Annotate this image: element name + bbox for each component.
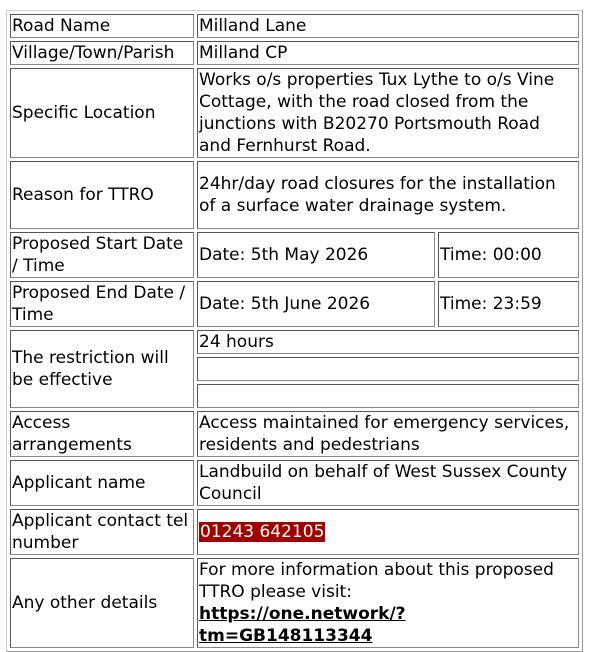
contact-cell bbox=[197, 509, 579, 555]
table-row bbox=[10, 14, 579, 38]
applicant-label: Applicant name bbox=[10, 460, 194, 506]
table-row bbox=[10, 68, 579, 158]
restriction-label: The restriction will be effective bbox=[10, 330, 194, 408]
village-value: Milland CP bbox=[197, 41, 579, 65]
restriction-blank-2 bbox=[197, 384, 579, 408]
start-label: Proposed Start Date / Time bbox=[10, 232, 194, 278]
contact-phone[interactable]: 01243 642105 bbox=[200, 522, 325, 542]
restriction-value: 24 hours bbox=[197, 330, 579, 354]
table-row bbox=[10, 232, 579, 278]
other-value: For more information about this proposed TTRO please visit: bbox=[199, 560, 554, 602]
table-row bbox=[10, 281, 579, 327]
start-time: Time: 00:00 bbox=[438, 232, 579, 278]
table-row bbox=[10, 161, 579, 229]
reason-label: Reason for TTRO bbox=[10, 161, 194, 229]
contact-label: Applicant contact tel number bbox=[10, 509, 194, 555]
access-value: Access maintained for emergency services, residents and pedestrians bbox=[197, 411, 579, 457]
table-row bbox=[10, 558, 579, 648]
table-row bbox=[10, 509, 579, 555]
end-time: Time: 23:59 bbox=[438, 281, 579, 327]
applicant-value: Landbuild on behalf of West Sussex County Council bbox=[197, 460, 579, 506]
road-name-value: Milland Lane bbox=[197, 14, 579, 38]
road-name-label: Road Name bbox=[10, 14, 194, 38]
village-label: Village/Town/Parish bbox=[10, 41, 194, 65]
table-row bbox=[10, 460, 579, 506]
restriction-blank-1 bbox=[197, 357, 579, 381]
ttro-table bbox=[6, 10, 583, 652]
table-row bbox=[10, 411, 579, 457]
reason-value: 24hr/day road closures for the installation of a surface water drainage system. bbox=[197, 161, 579, 229]
ttro-notice bbox=[6, 10, 583, 652]
end-date: Date: 5th June 2026 bbox=[197, 281, 435, 327]
access-label: Access arrangements bbox=[10, 411, 194, 457]
start-date: Date: 5th May 2026 bbox=[197, 232, 435, 278]
table-row bbox=[10, 330, 579, 408]
table-row bbox=[10, 41, 579, 65]
restriction-values bbox=[197, 330, 579, 408]
one-network-link[interactable]: https://one.network/?tm=GB148113344 bbox=[199, 604, 406, 646]
other-cell bbox=[197, 558, 579, 648]
specific-location-value: Works o/s properties Tux Lythe to o/s Vine Cottage, with the road closed from the junctions with B20270 Portsmouth Road and Fernhurst Road. bbox=[197, 68, 579, 158]
specific-location-label: Specific Location bbox=[10, 68, 194, 158]
other-label: Any other details bbox=[10, 558, 194, 648]
restriction-subtable bbox=[197, 327, 579, 411]
end-label: Proposed End Date / Time bbox=[10, 281, 194, 327]
